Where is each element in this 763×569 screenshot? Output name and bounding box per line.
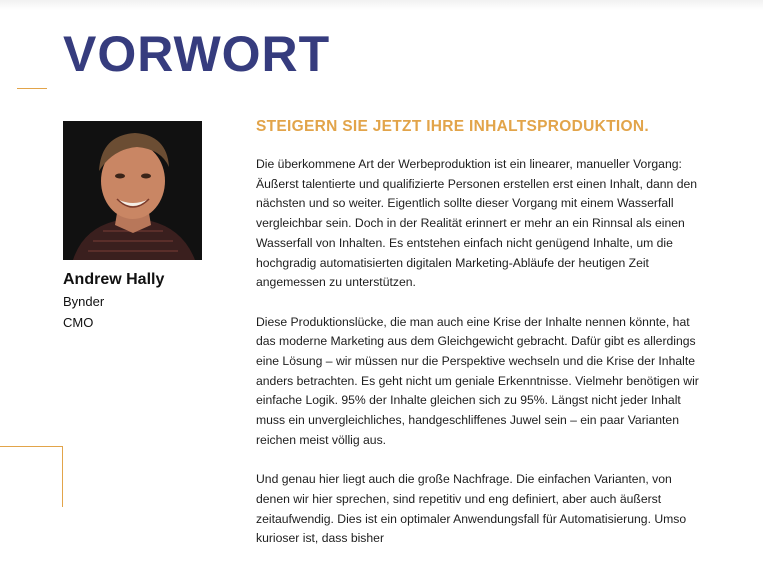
page-title: VORWORT — [63, 26, 331, 82]
author-company: Bynder — [63, 294, 105, 309]
section-subheading: STEIGERN SIE JETZT IHRE INHALTSPRODUKTION. — [256, 118, 649, 135]
paragraph: Und genau hier liegt auch die große Nachfrage. Die einfachen Varianten, von denen wir hier sprechen, sind repetitiv und eng definiert, aber auch äußerst zeitaufwendig. Dies ist ein optimaler Anwendungsfall für Automatisierung. Umso kurioser ist, dass bisher — [256, 472, 687, 546]
top-shadow — [0, 0, 763, 10]
author-name: Andrew Hally — [63, 271, 165, 288]
author-role: CMO — [63, 315, 94, 330]
accent-divider — [17, 88, 47, 89]
decorative-frame — [0, 446, 63, 507]
body-text — [256, 155, 706, 569]
paragraph: Diese Produktionslücke, die man auch eine Krise der Inhalte nennen könnte, hat das moderne Marketing aus dem Gleichgewicht gebracht. Dafür gibt es allerdings eine Lösung – wir müssen nur die Perspektive wechseln und die Krise der Inhalte anders betrachten. Es geht nicht um geniale Erkenntnisse. Vielmehr benötigen wir einfache Logik. 95% der Inhalte gleichen sich zu 95%. Längst nicht jeder Inhalt muss ein unvergleichliches, handgeschliffenes Juwel sein – ein paar Varianten reichen meist völlig aus. — [256, 314, 699, 447]
paragraph: Die überkommene Art der Werbeproduktion ist ein linearer, manueller Vorgang: Äußerst talentierte und qualifizierte Personen erstellen erst einen Inhalt, dann den nächsten und so weiter. Eigentlich sollte dieser Vorgang mit einem Wasserfall vergleichbar sein. Doch in der Realität erinnert er mehr an ein Rinnsal als einen Wasserfall von Inhalten. Es entstehen einfach nicht genügend Inhalte, um die hochgradig automatisierten digitalen Marketing-Abläufe der heutigen Zeit angemessen zu unterstützen. — [256, 157, 698, 290]
author-photo — [63, 121, 202, 260]
